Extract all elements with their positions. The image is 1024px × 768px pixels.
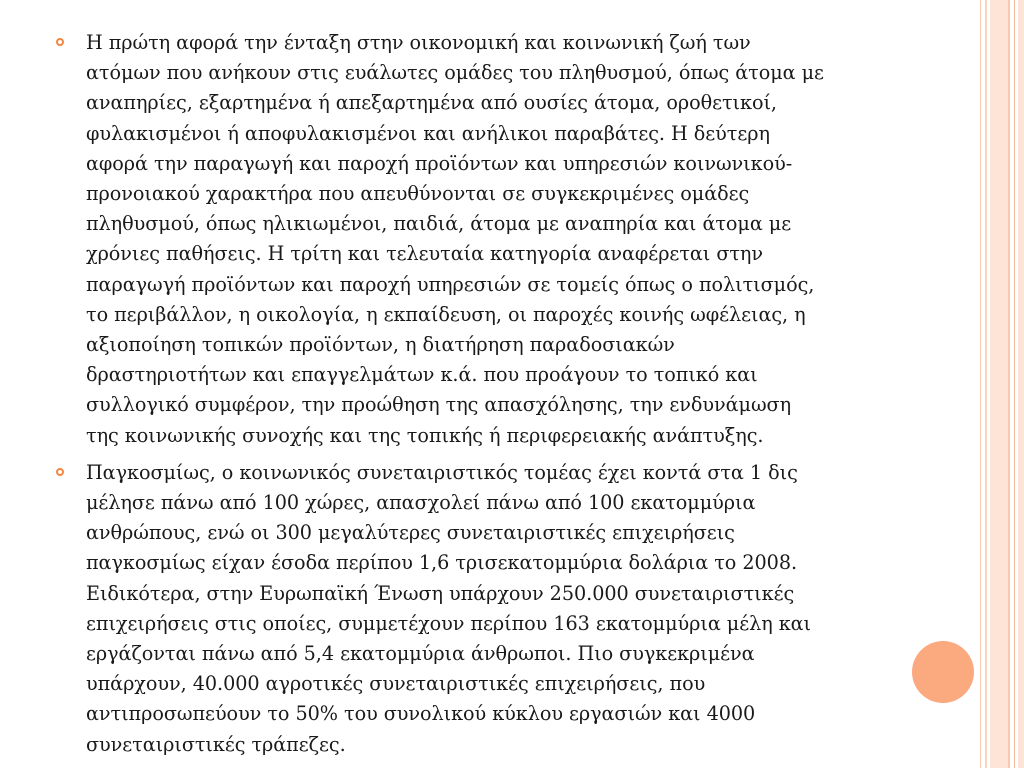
bullet-paragraph-1 bbox=[56, 28, 956, 451]
line: αντιπροσωπεύουν το 50% του συνολικού κύκλου εργασιών και 4000 bbox=[86, 702, 756, 726]
line: εργάζονται πάνω από 5,4 εκατομμύρια άνθρωποι. Πιο συγκεκριμένα bbox=[86, 642, 755, 666]
line: επιχειρήσεις στις οποίες, συμμετέχουν περίπου 163 εκατομμύρια μέλη και bbox=[86, 611, 812, 635]
line: αξιοποίηση τοπικών προϊόντων, η διατήρηση παραδοσιακών bbox=[86, 333, 675, 357]
decor-stripe bbox=[1008, 0, 1010, 768]
line: ατόμων που ανήκουν στις ευάλωτες ομάδες του πληθυσμού, όπως άτομα με bbox=[86, 61, 824, 85]
decor-stripe bbox=[985, 0, 987, 768]
line: Η πρώτη αφορά την ένταξη στην οικονομική και κοινωνική ζωή των bbox=[86, 31, 751, 54]
line: υπάρχουν, 40.000 αγροτικές συνεταιριστικές επιχειρήσεις, που bbox=[86, 672, 706, 696]
line: συνεταιριστικές τράπεζες. bbox=[86, 732, 346, 756]
line: αφορά την παραγωγή και παροχή προϊόντων και υπηρεσιών κοινωνικού- bbox=[86, 151, 793, 175]
line: προνοιακού χαρακτήρα που απευθύνονται σε συγκεκριμένες ομάδες bbox=[86, 182, 750, 206]
line: συλλογικό συμφέρον, την προώθηση της απασχόλησης, την ενδυνάμωση bbox=[86, 393, 792, 417]
line: φυλακισμένοι ή αποφυλακισμένοι και ανήλικοι παραβάτες. Η δεύτερη bbox=[86, 121, 770, 145]
bullet-paragraph-2 bbox=[56, 458, 956, 760]
line: Ειδικότερα, στην Ευρωπαϊκή Ένωση υπάρχουν 250.000 συνεταιριστικές bbox=[86, 581, 795, 605]
decor-stripe bbox=[980, 0, 981, 768]
line: το περιβάλλον, η οικολογία, η εκπαίδευση, οι παροχές κοινής ωφέλειας, η bbox=[86, 302, 806, 326]
decor-stripe bbox=[1018, 0, 1024, 768]
line: αναπηρίες, εξαρτημένα ή απεξαρτημένα από ουσίες άτομα, οροθετικοί, bbox=[86, 91, 777, 115]
decor-circle bbox=[912, 641, 974, 703]
line: δραστηριοτήτων και επαγγελμάτων κ.ά. που προάγουν το τοπικό και bbox=[86, 363, 758, 387]
decor-stripe bbox=[1014, 0, 1015, 768]
line: πληθυσμού, όπως ηλικιωμένοι, παιδιά, άτομα με αναπηρία και άτομα με bbox=[86, 212, 792, 236]
line: χρόνιες παθήσεις. Η τρίτη και τελευταία κατηγορία αναφέρεται στην bbox=[86, 242, 763, 266]
line: ανθρώπους, ενώ οι 300 μεγαλύτερες συνεταιριστικές επιχειρήσεις bbox=[86, 521, 735, 545]
line: Παγκοσμίως, ο κοινωνικός συνεταιριστικός τομέας έχει κοντά στα 1 δις bbox=[86, 460, 798, 484]
line: παγκοσμίως είχαν έσοδα περίπου 1,6 τρισεκατομμύρια δολάρια το 2008. bbox=[86, 551, 798, 575]
line: της κοινωνικής συνοχής και της τοπικής ή περιφερειακής ανάπτυξης. bbox=[86, 423, 764, 447]
bullet-circle-icon bbox=[56, 38, 64, 46]
slide-content bbox=[56, 28, 956, 767]
line: παραγωγή προϊόντων και παροχή υπηρεσιών σε τομείς όπως ο πολιτισμός, bbox=[86, 272, 815, 296]
bullet-circle-icon bbox=[56, 468, 64, 476]
line: μέλησε πάνω από 100 χώρες, απασχολεί πάνω από 100 εκατομμύρια bbox=[86, 491, 756, 515]
decor-stripe bbox=[990, 0, 1008, 768]
